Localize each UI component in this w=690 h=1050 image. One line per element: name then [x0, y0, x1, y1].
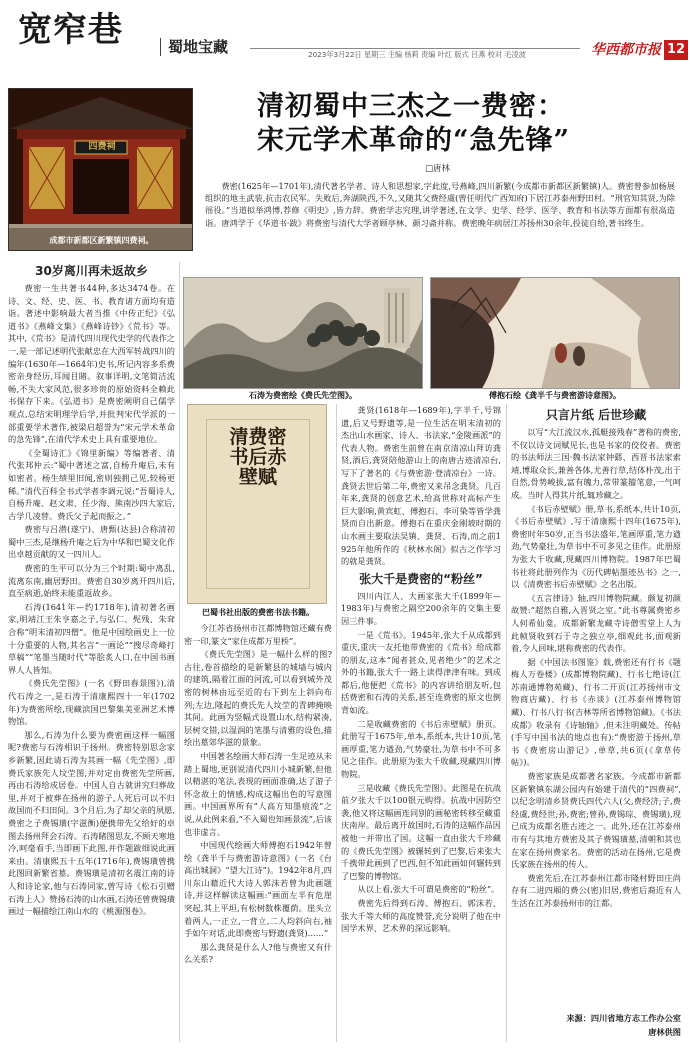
paragraph: 据《中国法书图鉴》载,费密还有行书《题梅人万卷楼》(成都博物院藏)、行书七绝诗(江苏南通博物苑藏)、行书二开页(江苏扬州市文物商店藏)、行书《赤谈》(江苏泰州博物馆藏)、行书八行书(吉林等所省博物馆藏)。《书法成都》收录有《诗轴轴》,但未注明藏处。传帖(手写中国书法的地点也有):“费密游于扬州,草书《费密房山游记》,单草,共6页(《拿草传帖》)。: [511, 656, 681, 768]
temple-sign-text: 四费祠: [88, 142, 116, 152]
column-2: [184, 622, 332, 1042]
paragraph: 从以上看,张大千可谓是费密的“粉丝”。: [357, 884, 500, 895]
figures-painting-illustration: [431, 278, 680, 389]
temple-illustration: [9, 89, 193, 251]
section-heading-4: 张大千是费密的“粉丝”: [359, 571, 483, 586]
lead-text: 费密(1625年—1701年),清代著名学者、诗人和思想家,字此度,号燕峰,四川新繁(今成都市新都区新繁镇)人。费密曾参加杨展组织的地主武装,抗击农民军。失败后,奔湖陕西,不久,又随其父费经虞(曾任明代广西知府)下居江苏泰州野田村。“刑官知其贤,为除徭役。”当道拟举鸿博,荐修《明史》,皆力辞。费密学志究理,讲学著述,在文学、史学、经学、医学、教育和书法等方面都有很高造诣。唐鸿学于《华道书·跋》将费密与清代大学者顾亭林、颜习斋并称。费密晚年病居江苏扬州30余年,投徒自给,著书终生。: [205, 181, 675, 228]
lead-paragraph: [205, 180, 675, 230]
section-subtitle: 蜀地宝藏: [168, 38, 229, 56]
paragraph: 《五言律诗》轴,四川博物院藏。颇复初颜故赞:“超然自雅,入晋贤之室。”此书尊属费密乡人何希仙龛。成都新繁龙藏寺诗僧雪堂上人为此帧贤收到石于寺之独立亭,细观此书,面观新着,令人回味,堪称费密的代表作。: [511, 592, 681, 654]
masthead-rule: [250, 48, 580, 49]
paragraph: 二是收藏费密的《书后赤壁赋》册页。此册写于1675年,单本,系纸本,共计10页,笔画厚重,笔力遒劲,气势豪壮,为草书中不可多见之佳作。此册原为张大千收藏,现藏四川博物院。: [341, 718, 501, 780]
page-number-badge: 12: [664, 40, 688, 60]
paragraph: 龚贤(1618年—1689年),字半千,号锦遗,后又号野遗等,是一位生活在明末清初的杰出山水画家、诗人、书法家,“金陵画派”的代表人物。费密生前曾在南京清凉山拜访龚贤,酒后,龚贤陪他游山上的南唐古迹清凉台,写下了著名的《与费密游·登清凉台》一诗。龚贤去世后第二年,费密又来吊念龚贤。几百年来,龚贤的创意艺术,给高世称对高标产生巨大影响,黄宾虹、傅抱石、李可染等皆学龚贤而自出新意。傅抱石在重庆金刚坡时期的山水画主要取法吴镇、龚贤、石涛,而之前1925年他所作的《秋林水阁》拟古之作学习的就是龚贤。: [341, 405, 501, 567]
paragraph: 《费氏先茔图》是一幅什么样的图?古往,卷首描绘的是新繁县的城墙与城内的建筑,隔着江面的河流,可以看到城外茂密的树林由远至近的右下到左上斜向布列;左边,隆起的费氏先人坟茔的青碑掩映其间。此画为竖幅式设置山水,结构紧凑,层树交错,以湿润的笔墨与清雅的设色,描绘出墓郊华滋的景象。: [184, 649, 332, 748]
paragraph: 那么,石涛为什么要为费密画这样一幅图呢?费密与石涛相识于扬州。费密特别思念家乡新繁,因此请石涛为其画一幅《先茔图》,即费氏家族先人坟茔图,并对定由费密先茔所画,再由石涛给成居卷。中国人自古就讲究归葬故里,并对于被葬在扬州的游子,人死后可以不归故国而不归田间。3个月后,为了却父亲的夙愿,费密之子费锡璜(字滋衡)便携带先父给好的卓图去扬州拜会石涛。石涛睹图思友,不顾天寒地冷,呵毫看手,当即画下此图,并作题跋细说此画来由。清康熙五十五年(1716年),费锡璜曾携此图回新繁省墓。费锡璜是清初名震江南的诗人和诗论家,他与石涛同家,曾写诗《松石引赠石涛上人》赞扬石涛的山水画,石涛还曾费锡璜画过一幅描绘江南山水的《桃源图卷》。: [8, 729, 175, 917]
paragraph: 中国著名绘画大师石涛一生足迹从未踏上蜀地,更别说清代四川小城新繁,但他以精湛的笔法,表现的画面准确,达了游子怀念故土的情感,构成这幅出色的写意图画。中国画界所有“人高方知墨痕流”之说,从此例来看,“不入蜀也知画景流”,后该也非虚言。: [184, 750, 332, 837]
paragraph: 费密先后,在江苏泰州江都市隆村野田庄尚存有二进四厢的费公(密)旧居,费密后裔近有人生活在江苏泰扬州市的江都。: [511, 872, 681, 908]
building-photo: [8, 88, 193, 251]
photo-credit: 唐林供图: [648, 1027, 681, 1037]
column-3: [341, 404, 501, 1042]
paragraph: 《费氏先茔图》(一名《野田春景图》),清代石涛之一,是石涛于清康熙四十一年(1702年)为费密所绘,现藏滨国巴黎集美亚洲艺术博物馆。: [8, 678, 175, 727]
paragraph: 费密家族是成都著名家族。今成都市新都区新繁镇东湖公园内有始建于清代的“四费祠”,以纪念明清乡贤费氏四代六人(父,费经济;子,费经虞,费经世;孙,费密;曾孙,费锡琮、费锡璜),现已成为成都名胜古迹之一。此外,还在江苏泰州市有与其地方费密及其子费锡璜墓,清朝和其也在家在扬州费家名。费密的活动在扬州,它是费氏家族在扬州的传人。: [511, 771, 681, 870]
paragraph: 石涛(1641年—约1718年),清初著名画家,明靖江王朱亨嘉之子,与弘仁、髡残、朱耷合称“明末清初四僧”。他是中国绘画史上一位十分重要的人物,其名言“一画论”“搜尽奇峰打草稿”“笔墨当随时代”等脍炙人口,在中国书画界人人皆知。: [8, 601, 175, 675]
painting-1: [183, 277, 423, 389]
column-divider: [336, 404, 337, 1042]
article-title-line1: 清初蜀中三杰之一费密：: [257, 91, 565, 122]
paragraph: 费密的生平可以分为三个时期:蜀中离乱,流离东南,幽居野田。费密自30岁离开四川后,直至病逝,始终未能重返故乡。: [8, 563, 175, 599]
byline: □唐林: [425, 164, 451, 174]
paragraph: 费密先后得到石涛、傅抱石、郭沫若、张大千等大师的高度赞誉,充分说明了他在中国学术界、艺术界的深远影响。: [341, 897, 501, 934]
paragraph: 费密与吕潜(遂宁)、唐甄(达县)合称清初蜀中三杰,是继杨升庵之后为中华和巴蜀文化作出卓越贡献的又一四川人。: [8, 524, 175, 560]
paragraph: 一是《荒书》。1945年,张大千从成都到重庆,重庆一友托他带费密的《荒书》给成都的朋友,这本“闻者甚众,见者绝少”的艺术之外的书籍,张大千一路上读得津津有味。到成都后,他便把《荒书》的内容讲给朋友听,包括费密和石涛的关系,甚至连费密的原文也倒背如流。: [341, 629, 501, 716]
book-caption: 巴蜀书社出版的费密书法书籍。: [202, 608, 314, 617]
book-cover: [187, 404, 327, 604]
painting-2-caption: 傅抱石绘《龚半千与费密游诗意图》。: [489, 391, 621, 400]
section-heading-5: 只言片纸 后世珍藏: [545, 408, 647, 422]
article-title: [205, 90, 635, 158]
paragraph: 《书后赤壁赋》册,草书,系纸本,共计10页,《书后赤壁赋》,写于清康熙十四年(1675年),费密时年50岁,正当书法盛年,笔画厚重,笔力遒劲,气势豪壮,为草书中不可多见之佳作。此册原为张大千收藏,现藏四川博物院。1987年巴蜀书社将此册列作为《历代碑帖墨迹丛书》之一,以《清费密书后赤壁赋》之名出版。: [511, 503, 681, 590]
paragraph: 中国现代绘画大师傅抱石1942年曾绘《龚半千与费密游诗意图》(一名《台高出城洞》“望大江诗”)。1942年8月,四川东山藉近代大诗人郭沫若曾为此画题诗,并这样解读这幅画:“画面左半有危崖突起,其上平坦,有松树数株覆荫。崖头立着两人,一正立,一背立,二人均斜向右,袖手如午对话,此即费密与野遗(龚贤)……”: [184, 840, 332, 939]
issue-info: 2023年3月22日 星期三 主编 杨莉 责编 叶红 版式 吕燕 校对 毛凌波: [308, 50, 526, 59]
column-1: [8, 260, 175, 1045]
section-divider: [160, 38, 161, 56]
column-divider: [179, 262, 180, 1042]
paragraph: 《全蜀诗汇》《锦里新编》等编著者、清代张邦仲云:“蜀中著述之富,自杨升庵后,未有如密者。杨生绩里旧闻,密则独拥己见,较杨更稀。”清代百科全书式学者李调元说:“吾蜀诗人,自杨升庵、赵文肃、任少海、熊南沙四大家后,古学几凌替。费氏父子起而振之。”: [8, 447, 175, 521]
landscape-painting-illustration: [184, 278, 423, 389]
painting-1-caption: 石涛为费密绘《费氏先茔图》。: [249, 391, 357, 400]
column-4: [511, 404, 681, 1008]
painting-2: [430, 277, 680, 389]
book-cover-title: 清费密书后赤壁赋: [229, 426, 287, 488]
section-title: 宽窄巷: [18, 10, 123, 50]
paragraph: 四川内江人、大画家张大千(1899年—1983年)与费密之隔空200余年的交集主要因三件事。: [341, 590, 501, 626]
paragraph: 那么龚贤是什么人?他与费密又有什么关系?: [184, 941, 332, 965]
paragraph: 费密一生共著书44种,多达3474卷。在诗、文、经、史、医、书、教育诸方面均有造诣。著述中影响最大者当推《中传正纪》《弘道书》《燕峰文集》《燕峰诗钞》《荒书》等。其中,《荒书》是清代四川现代史学的代表作之一,是一部记述明代张献忠在大西军转战四川的编年(1630年—1664年)史书,所记内容多系费密亲身经历,耳闻目睹。叙事详明,文笔简洁流畅,不失大家风范,很多珍贵的原始资料全赖此书保存下来。《弘道书》是费密阐明自己儒学观点,总结宋明理学后学,并批判宋代学派的一部重要学术著作,被梁启超誉为“宋元学术革命的急先锋”,在清代学术史上具有重要地位。: [8, 283, 175, 445]
paragraph: 以写“大江流汉水,孤艇接残春”著称的费密,不仅以诗文词赋见长,也是书家的佼佼者。费密的书法师法三国·魏书法家钟繇、西晋书法家索靖,博取众长,兼善各体,尤善行草,结体朴茂,出于自然,骨势峻拔,富有魄力,常带篆籀笔意,一气呵成。当时人得其片纸,辄珍藏之。: [511, 427, 681, 500]
source-credit: 来源：四川省地方志工作办公室: [566, 1013, 681, 1023]
article-title-line2: 宋元学术革命的“急先锋”: [257, 125, 571, 156]
paragraph: 三是收藏《费氏先茔图》。此图是在抗战前夕张大千以100银元购得。抗战中因防空袭,他又将这幅画连同别的画秘密转移至藏重庆南岸。最后离开故国时,石涛的这幅作品因被他一并带出了国。这幅一直由张大千珍藏的《费氏先茔图》被辗转到了巴黎,后来张大千携带此画到了巴西,但不知此画如何辗转到了巴黎的博物馆。: [341, 782, 501, 881]
section-heading-1: 30岁离川再未返故乡: [35, 264, 148, 278]
paper-name-logo: 华西都市报: [591, 42, 661, 58]
paragraph: 今江苏省扬州市江都博物馆还藏有费密一印,篆文“家住成都万里桥”。: [184, 623, 332, 646]
masthead: [0, 0, 690, 64]
building-caption: 成都市新都区新繁镇四费祠。: [49, 236, 154, 245]
column-divider: [506, 404, 507, 1042]
